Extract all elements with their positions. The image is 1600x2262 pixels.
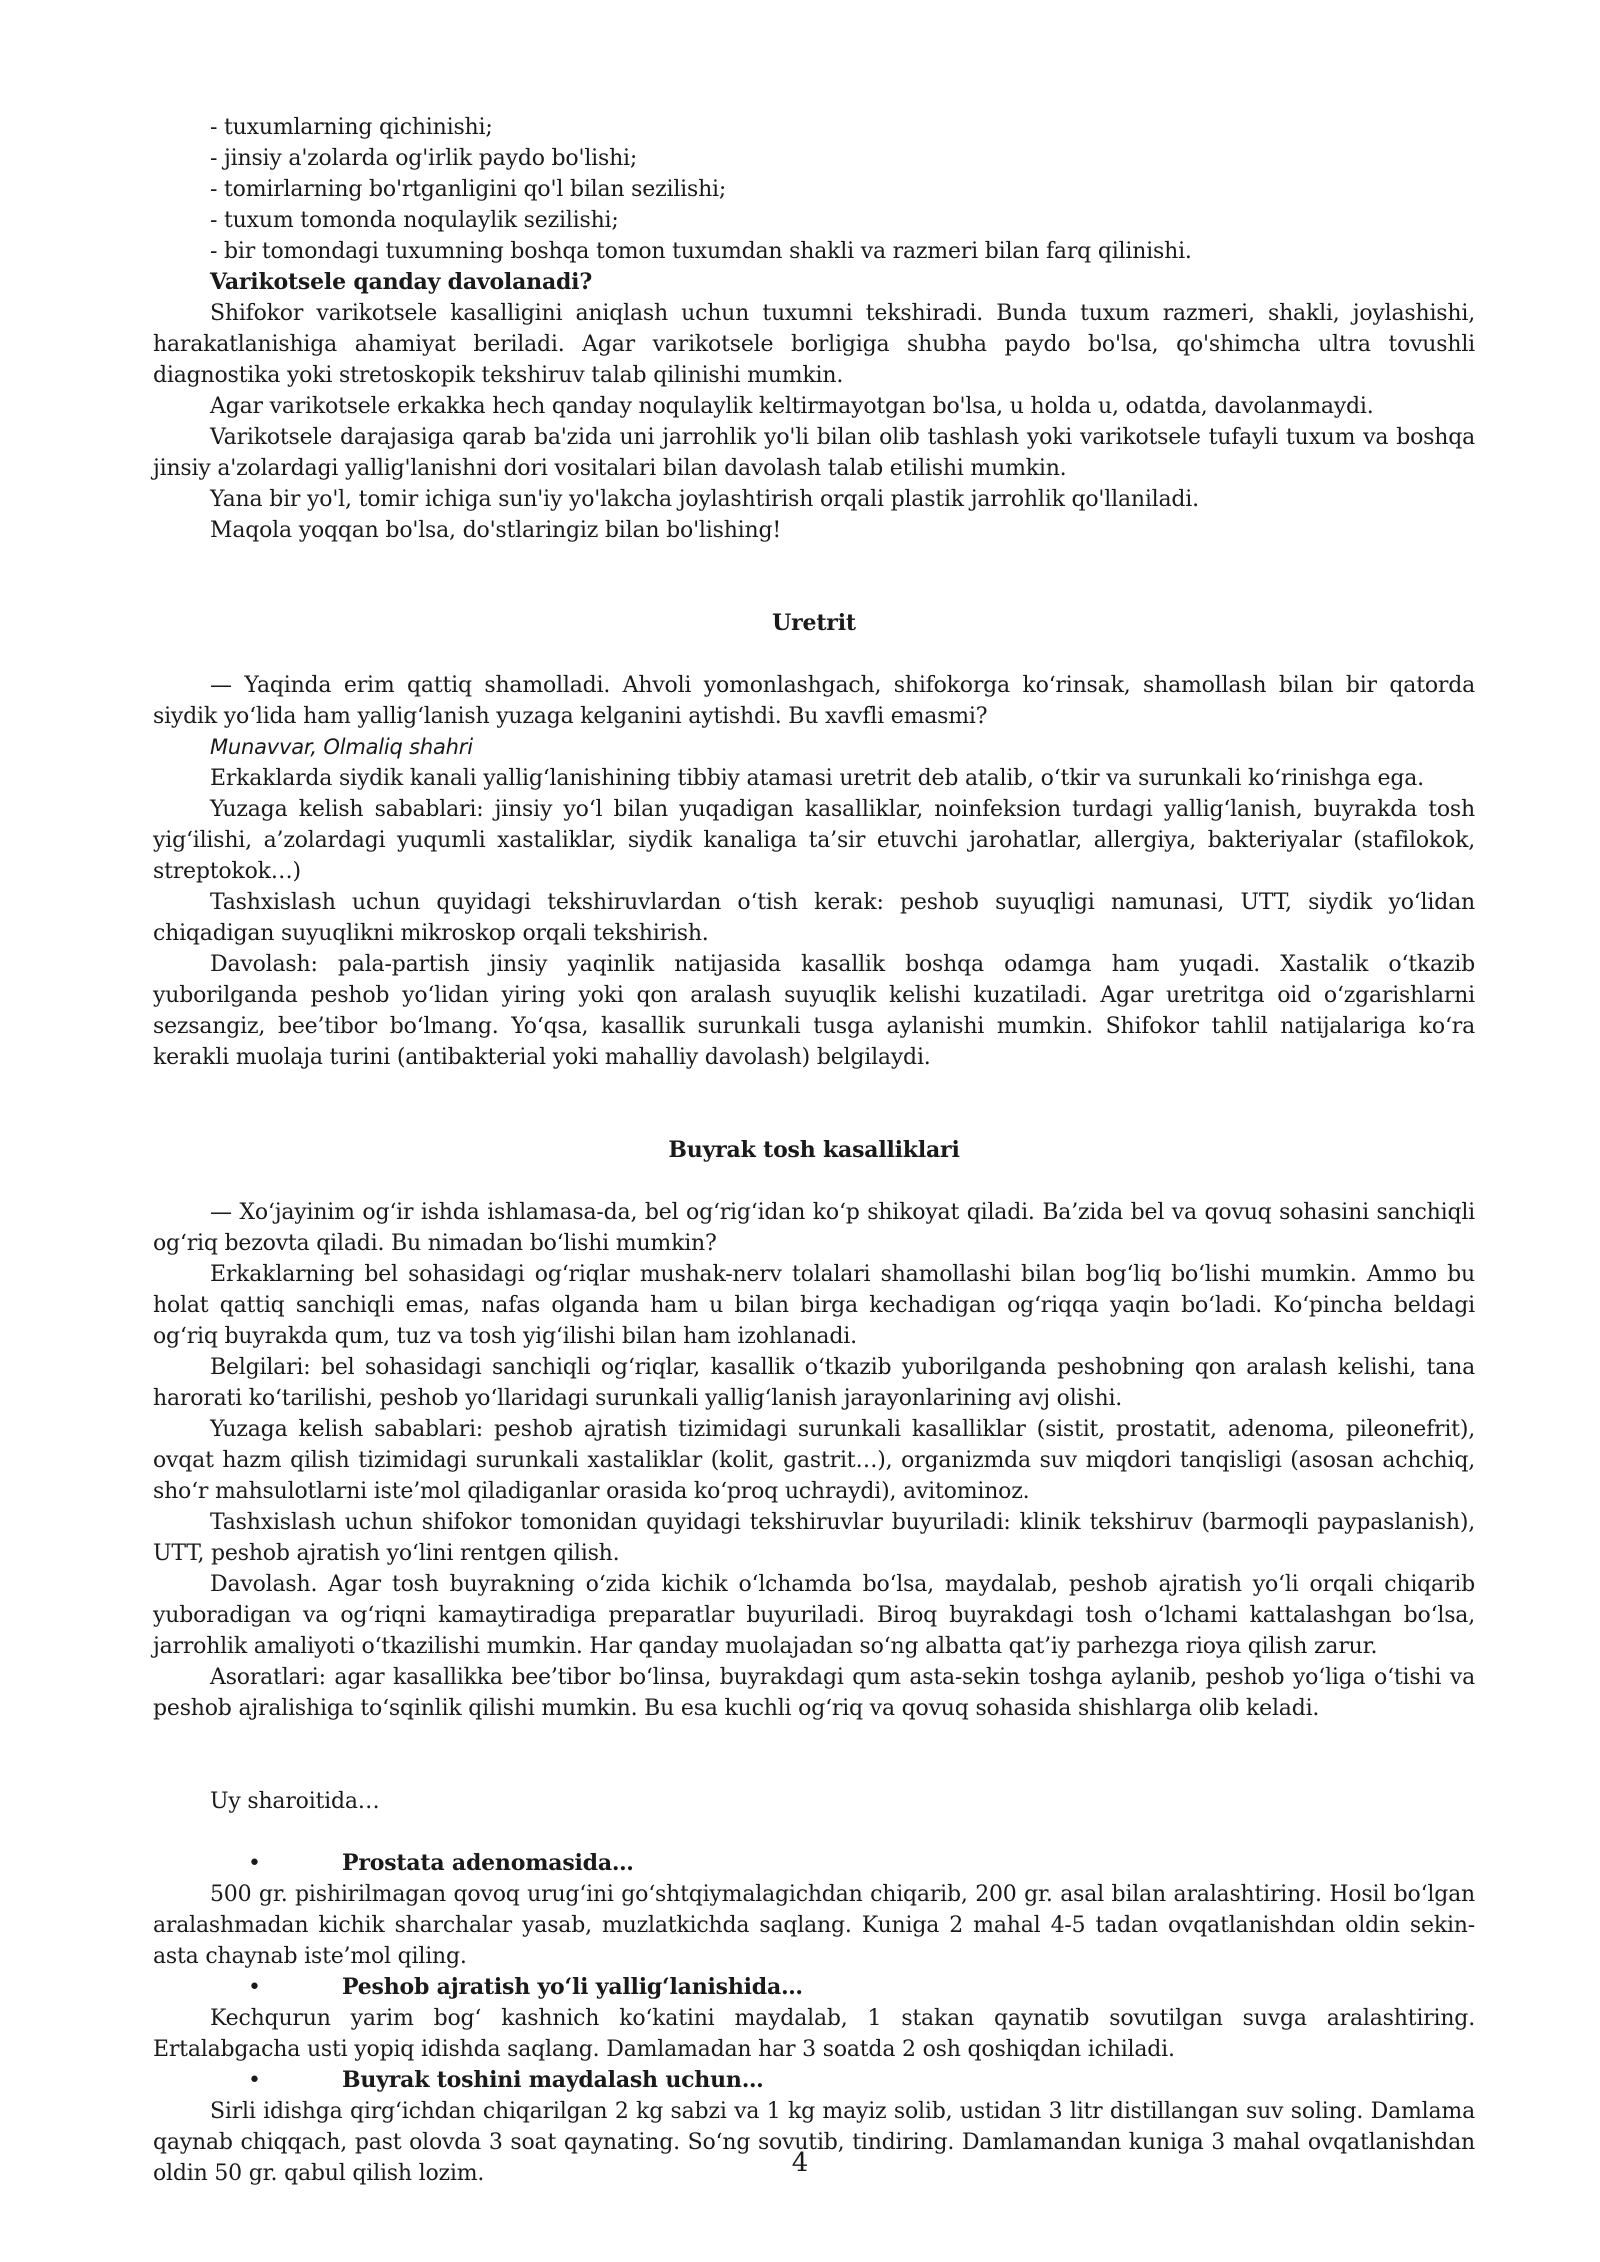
paragraph: Maqola yoqqan bo'lsa, do'stlaringiz bilan bo'lishing! — [210, 518, 781, 543]
paragraph: Tashxislash uchun shifokor tomonidan quyidagi tekshiruvlar buyuriladi: klinik tekshiruv (barmoqli paypaslanish), UTT, peshob ajratish yo‘lini rentgen qilish. — [153, 1510, 1475, 1566]
paragraph: Varikotsele darajasiga qarab ba'zida uni jarrohlik yo'li bilan olib tashlash yoki varikotsele tufayli tuxum va boshqa jinsiy a'zolardagi yallig'lanishni dori vositalari bilan davolash talab etilishi mumkin. — [153, 425, 1475, 481]
remedy-heading — [153, 2065, 1475, 2096]
paragraph: Davolash: pala-partish jinsiy yaqinlik natijasida kasallik boshqa odamga ham yuqadi. Xastalik o‘tkazib yuborilganda peshob yo‘lidan yiring yoki qon aralash suyuqlik kelishi kuzatiladi. Agar uretritga oid o‘zgarishlarni sezsangiz, bee’tibor bo‘lmang. Yo‘qsa, kasallik surunkali tusga aylanishi mumkin. Shifokor tahlil natijalariga ko‘ra kerakli muolaja turini (antibakterial yoki mahalliy davolash) belgilaydi. — [153, 952, 1475, 1070]
question-signature: Munavvar, Olmaliq shahri — [210, 735, 473, 759]
paragraph: Erkaklarning bel sohasidagi og‘riqlar mushak-nerv tolalari shamollashi bilan bog‘liq bo‘lishi mumkin. Ammo bu holat qattiq sanchiqli emas, nafas olganda ham u bilan birga kechadigan og‘riqqa yaqin bo‘ladi. Ko‘pincha beldagi og‘riq buyrakda qum, tuz va tosh yig‘ilishi bilan ham izohlanadi. — [153, 1262, 1475, 1349]
remedy-text: 500 gr. pishirilmagan qovoq urug‘ini go‘shtqiymalagichdan chiqarib, 200 gr. asal bilan aralashtiring. Hosil bo‘lgan aralashmadan kichik sharchalar yasab, muzlatkichda saqlang. Kuniga 2 mahal 4-5 tadan ovqatlanishdan oldin sekin-asta chaynab iste’mol qiling. — [153, 1882, 1475, 1969]
buyrak-section — [153, 1135, 1475, 1724]
remedy-heading — [153, 1972, 1475, 2003]
paragraph: Yuzaga kelish sabablari: jinsiy yo‘l bilan yuqadigan kasalliklar, noinfeksion turdagi yallig‘lanish, buyrakda tosh yig‘ilishi, a’zolardagi yuqumli xastaliklar, siydik kanaliga ta’sir etuvchi jarohatlar, allergiya, bakteriyalar (stafilokok, streptokok…) — [153, 797, 1475, 884]
paragraph: Tashxislash uchun quyidagi tekshiruvlardan o‘tish kerak: peshob suyuqligi namunasi, UTT, siydik yo‘lidan chiqadigan suyuqlikni mikroskop orqali tekshirish. — [153, 890, 1475, 946]
remedy-heading — [153, 1848, 1475, 1879]
uretrit-section — [153, 608, 1475, 1073]
paragraph: Shifokor varikotsele kasalligini aniqlash uchun tuxumni tekshiradi. Bunda tuxum razmeri, shakli, joylashishi, harakatlanishiga ahamiyat beriladi. Agar varikotsele borligiga shubha paydo bo'lsa, qo'shimcha ultra tovushli diagnostika yoki stretoskopik tekshiruv talab qilinishi mumkin. — [153, 301, 1475, 388]
document-body — [153, 112, 1475, 2189]
list-item: - bir tomondagi tuxumning boshqa tomon tuxumdan shakli va razmeri bilan farq qilinishi. — [210, 239, 1192, 264]
remedy-title: Prostata adenomasida… — [342, 1850, 634, 1876]
paragraph: Asoratlari: agar kasallikka bee’tibor bo‘linsa, buyrakdagi qum asta-sekin toshga aylanib, peshob yo‘liga o‘tishi va peshob ajralishiga to‘sqinlik qilishi mumkin. Bu esa kuchli og‘riq va qovuq sohasida shishlarga olib keladi. — [153, 1665, 1475, 1721]
bullet-icon: • — [248, 1851, 261, 1876]
section-heading: Buyrak tosh kasalliklari — [668, 1137, 960, 1163]
page-number: 4 — [791, 2148, 809, 2178]
list-item: - jinsiy a'zolarda og'irlik paydo bo'lishi; — [210, 146, 638, 171]
section-heading: Varikotsele qanday davolanadi? — [210, 269, 593, 295]
varikotsele-section — [153, 267, 1475, 546]
list-item: - tomirlarning bo'rtganligini qo'l bilan sezilishi; — [210, 177, 727, 202]
remedy-text: Sirli idishga qirg‘ichdan chiqarilgan 2 kg sabzi va 1 kg mayiz solib, ustidan 3 litr distillangan suv soling. Damlama qaynab chiqqach, past olovda 3 soat qaynating. So‘ng sovutib, tindiring. Damlamandan kuniga 3 mahal ovqatlanishdan oldin 50 gr. qabul qilish lozim. — [153, 2099, 1475, 2186]
list-item: - tuxumlarning qichinishi; — [210, 115, 493, 140]
remedy-title: Peshob ajratish yo‘li yallig‘lanishida… — [342, 1974, 803, 2000]
reader-question: — Xo‘jayinim og‘ir ishda ishlamasa-da, bel og‘rig‘idan ko‘p shikoyat qiladi. Ba’zida bel va qovuq sohasini sanchiqli og‘riq bezovta qiladi. Bu nimadan bo‘lishi mumkin? — [153, 1200, 1475, 1256]
list-item: - tuxum tomonda noqulaylik sezilishi; — [210, 208, 619, 233]
remedies-intro: Uy sharoitida… — [210, 1789, 380, 1814]
paragraph: Belgilari: bel sohasidagi sanchiqli og‘riqlar, kasallik o‘tkazib yuborilganda peshobning qon aralash kelishi, tana harorati ko‘tarilishi, peshob yo‘llaridagi surunkali yallig‘lanish jarayonlarining avj olishi. — [153, 1355, 1475, 1411]
symptom-list — [153, 112, 1475, 267]
remedy-title: Buyrak toshini maydalash uchun… — [342, 2067, 764, 2093]
paragraph: Yuzaga kelish sabablari: peshob ajratish tizimidagi surunkali kasalliklar (sistit, prostatit, adenoma, pileonefrit), ovqat hazm qilish tizimidagi surunkali xastaliklar (kolit, gastrit…), organizmda suv miqdori tanqisligi (asosan achchiq, sho‘r mahsulotlarni iste’mol qiladiganlar orasida ko‘proq uchraydi), avitominoz. — [153, 1417, 1475, 1504]
paragraph: Yana bir yo'l, tomir ichiga sun'iy yo'lakcha joylashtirish orqali plastik jarrohlik qo'llaniladi. — [210, 487, 1199, 512]
bullet-icon: • — [248, 1975, 261, 2000]
paragraph: Erkaklarda siydik kanali yallig‘lanishining tibbiy atamasi uretrit deb atalib, o‘tkir va surunkali ko‘rinishga ega. — [210, 766, 1424, 791]
paragraph: Agar varikotsele erkakka hech qanday noqulaylik keltirmayotgan bo'lsa, u holda u, odatda, davolanmaydi. — [210, 394, 1374, 419]
section-heading: Uretrit — [772, 610, 856, 636]
reader-question: — Yaqinda erim qattiq shamolladi. Ahvoli yomonlashgach, shifokorga ko‘rinsak, shamollash bilan bir qatorda siydik yo‘lida ham yallig‘lanish yuzaga kelganini aytishdi. Bu xavfli emasmi? — [153, 673, 1475, 729]
bullet-icon: • — [248, 2068, 261, 2093]
remedy-text: Kechqurun yarim bog‘ kashnich ko‘katini maydalab, 1 stakan qaynatib sovutilgan suvga aralashtiring. Ertalabgacha usti yopiq idishda saqlang. Damlamadan har 3 soatda 2 osh qoshiqdan ichiladi. — [153, 2006, 1475, 2062]
paragraph: Davolash. Agar tosh buyrakning o‘zida kichik o‘lchamda bo‘lsa, maydalab, peshob ajratish yo‘li orqali chiqarib yuboradigan va og‘riqni kamaytiradiga preparatlar buyuriladi. Biroq buyrakdagi tosh o‘lchami kattalashgan bo‘lsa, jarrohlik amaliyoti o‘tkazilishi mumkin. Har qanday muolajadan so‘ng albatta qat’iy parhezga rioya qilish zarur. — [153, 1572, 1475, 1659]
home-remedies-section — [153, 1786, 1475, 2189]
